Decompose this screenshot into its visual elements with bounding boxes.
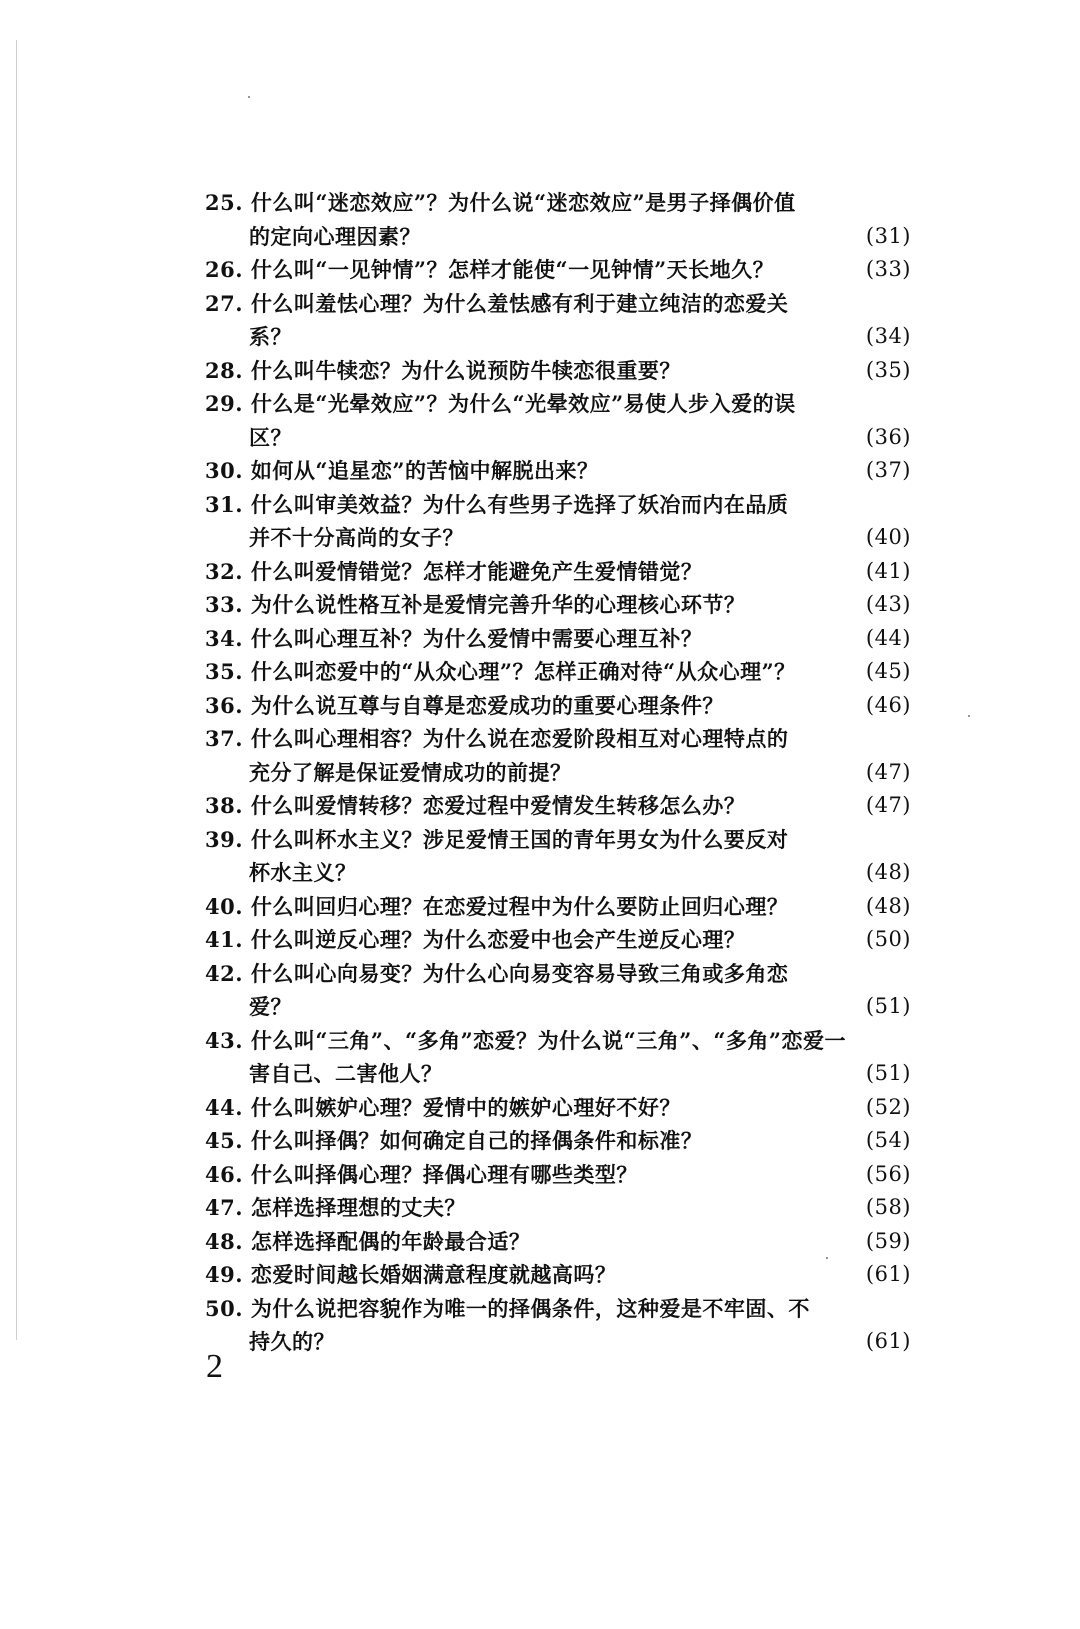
toc-entry-page: (47)	[865, 759, 911, 784]
toc-entry	[205, 555, 935, 589]
toc-entry-title-continued: 充分了解是保证爱情成功的前提？	[249, 759, 572, 785]
toc-entry-title: 25. 什么叫“迷恋效应”？为什么说“迷恋效应”是男子择偶价值	[205, 190, 796, 215]
scan-speck	[968, 715, 970, 717]
toc-entry	[205, 1124, 935, 1158]
toc-entry	[205, 186, 935, 253]
toc-entry-page: (31)	[865, 223, 911, 248]
toc-entry-title: 43. 什么叫“三角”、“多角”恋爱？为什么说“三角”、“多角”恋爱一	[205, 1027, 846, 1053]
page-number: 2	[206, 1348, 223, 1385]
toc-entry-title: 46. 什么叫择偶心理？择偶心理有哪些类型？	[205, 1161, 638, 1187]
scan-speck	[826, 1257, 828, 1259]
toc-entry-title-continued: 持久的？	[249, 1329, 335, 1354]
toc-entry-page: (61)	[865, 1262, 911, 1286]
toc-entry-title: 36. 为什么说互尊与自尊是恋爱成功的重要心理条件？	[205, 692, 724, 718]
toc-entry-title: 45. 什么叫择偶？如何确定自己的择偶条件和标准？	[205, 1128, 703, 1153]
toc-entry-page: (58)	[865, 1195, 911, 1219]
toc-entry-title-continued: 的定向心理因素？	[249, 223, 421, 249]
table-of-contents	[205, 186, 935, 1359]
toc-entry-page: (46)	[865, 692, 911, 717]
toc-entry-page: (37)	[865, 458, 911, 482]
toc-entry-title: 40. 什么叫回归心理？在恋爱过程中为什么要防止回归心理？	[205, 893, 789, 919]
toc-entry	[205, 1158, 935, 1192]
toc-entry	[205, 689, 935, 723]
toc-entry	[205, 957, 935, 1024]
toc-entry-title: 47. 怎样选择理想的丈夫？	[205, 1195, 466, 1220]
toc-entry-title-continued: 并不十分高尚的女子？	[249, 525, 464, 550]
toc-entry-title: 33. 为什么说性格互补是爱情完善升华的心理核心环节？	[205, 592, 746, 617]
toc-entry-title: 35. 什么叫恋爱中的“从众心理”？怎样正确对待“从众心理”？	[205, 659, 796, 684]
toc-entry	[205, 1191, 935, 1225]
toc-entry-title: 44. 什么叫嫉妒心理？爱情中的嫉妒心理好不好？	[205, 1094, 681, 1120]
toc-entry-page: (36)	[865, 424, 911, 449]
toc-entry-title: 31. 什么叫审美效益？为什么有些男子选择了妖冶而内在品质	[205, 491, 789, 517]
toc-entry	[205, 655, 935, 689]
toc-entry-page: (43)	[865, 592, 911, 616]
toc-entry-page: (35)	[865, 357, 911, 382]
toc-entry-page: (51)	[865, 994, 911, 1018]
toc-entry	[205, 454, 935, 488]
scan-speck	[248, 96, 250, 98]
toc-entry-page: (48)	[865, 860, 911, 884]
toc-entry-page: (47)	[865, 793, 911, 817]
toc-entry-title: 26. 什么叫“一见钟情”？怎样才能使“一见钟情”天长地久？	[205, 257, 775, 282]
toc-entry-title-continued: 害自己、二害他人？	[249, 1061, 443, 1086]
toc-entry-page: (45)	[865, 659, 911, 683]
toc-entry	[205, 488, 935, 555]
toc-entry-page: (41)	[865, 558, 911, 583]
toc-entry-page: (48)	[865, 893, 911, 918]
toc-entry-page: (34)	[865, 324, 911, 348]
toc-entry-title-continued: 区？	[249, 424, 292, 450]
toc-entry-page: (44)	[865, 625, 911, 650]
toc-entry	[205, 287, 935, 354]
toc-entry-title: 32. 什么叫爱情错觉？怎样才能避免产生爱情错觉？	[205, 558, 703, 584]
toc-entry	[205, 253, 935, 287]
toc-entry	[205, 923, 935, 957]
toc-entry-page: (61)	[865, 1329, 911, 1353]
toc-entry-title: 49. 恋爱时间越长婚姻满意程度就越高吗？	[205, 1262, 617, 1287]
toc-entry-title: 48. 怎样选择配偶的年龄最合适？	[205, 1228, 531, 1254]
toc-entry-title: 42. 什么叫心向易变？为什么心向易变容易导致三角或多角恋	[205, 960, 789, 986]
binding-edge-line	[16, 40, 17, 1340]
toc-entry-page: (33)	[865, 257, 911, 281]
toc-entry-page: (50)	[865, 927, 911, 951]
toc-entry-title-continued: 爱？	[249, 994, 292, 1019]
toc-entry-title: 37. 什么叫心理相容？为什么说在恋爱阶段相互对心理特点的	[205, 726, 789, 751]
toc-entry	[205, 354, 935, 388]
toc-entry-title-continued: 系？	[249, 324, 292, 349]
toc-entry	[205, 789, 935, 823]
toc-entry	[205, 588, 935, 622]
toc-entry	[205, 1024, 935, 1091]
toc-entry-title: 30. 如何从“追星恋”的苦恼中解脱出来？	[205, 458, 599, 483]
toc-entry-page: (51)	[865, 1061, 911, 1085]
toc-entry-title-continued: 杯水主义？	[249, 860, 357, 885]
toc-entry	[205, 1292, 935, 1359]
toc-entry-page: (56)	[865, 1161, 911, 1186]
toc-entry-title: 50. 为什么说把容貌作为唯一的择偶条件，这种爱是不牢固、不	[205, 1295, 810, 1321]
toc-entry	[205, 1258, 935, 1292]
toc-entry-title: 34. 什么叫心理互补？为什么爱情中需要心理互补？	[205, 625, 703, 651]
toc-entry	[205, 387, 935, 454]
toc-entry-title: 38. 什么叫爱情转移？恋爱过程中爱情发生转移怎么办？	[205, 793, 746, 818]
toc-entry	[205, 1225, 935, 1259]
toc-entry	[205, 1091, 935, 1125]
toc-entry-title: 27. 什么叫羞怯心理？为什么羞怯感有利于建立纯洁的恋爱关	[205, 290, 789, 316]
toc-entry-title: 29. 什么是“光晕效应”？为什么“光晕效应”易使人步入爱的误	[205, 391, 796, 416]
toc-entry	[205, 622, 935, 656]
toc-entry	[205, 890, 935, 924]
toc-entry-page: (52)	[865, 1094, 911, 1119]
toc-entry-title: 39. 什么叫杯水主义？涉足爱情王国的青年男女为什么要反对	[205, 826, 789, 852]
toc-entry-title: 28. 什么叫牛犊恋？为什么说预防牛犊恋很重要？	[205, 357, 681, 383]
toc-entry	[205, 823, 935, 890]
toc-entry-page: (40)	[865, 525, 911, 549]
toc-entry-page: (54)	[865, 1128, 911, 1152]
toc-entry-page: (59)	[865, 1228, 911, 1253]
toc-entry-title: 41. 什么叫逆反心理？为什么恋爱中也会产生逆反心理？	[205, 927, 746, 952]
toc-entry	[205, 722, 935, 789]
